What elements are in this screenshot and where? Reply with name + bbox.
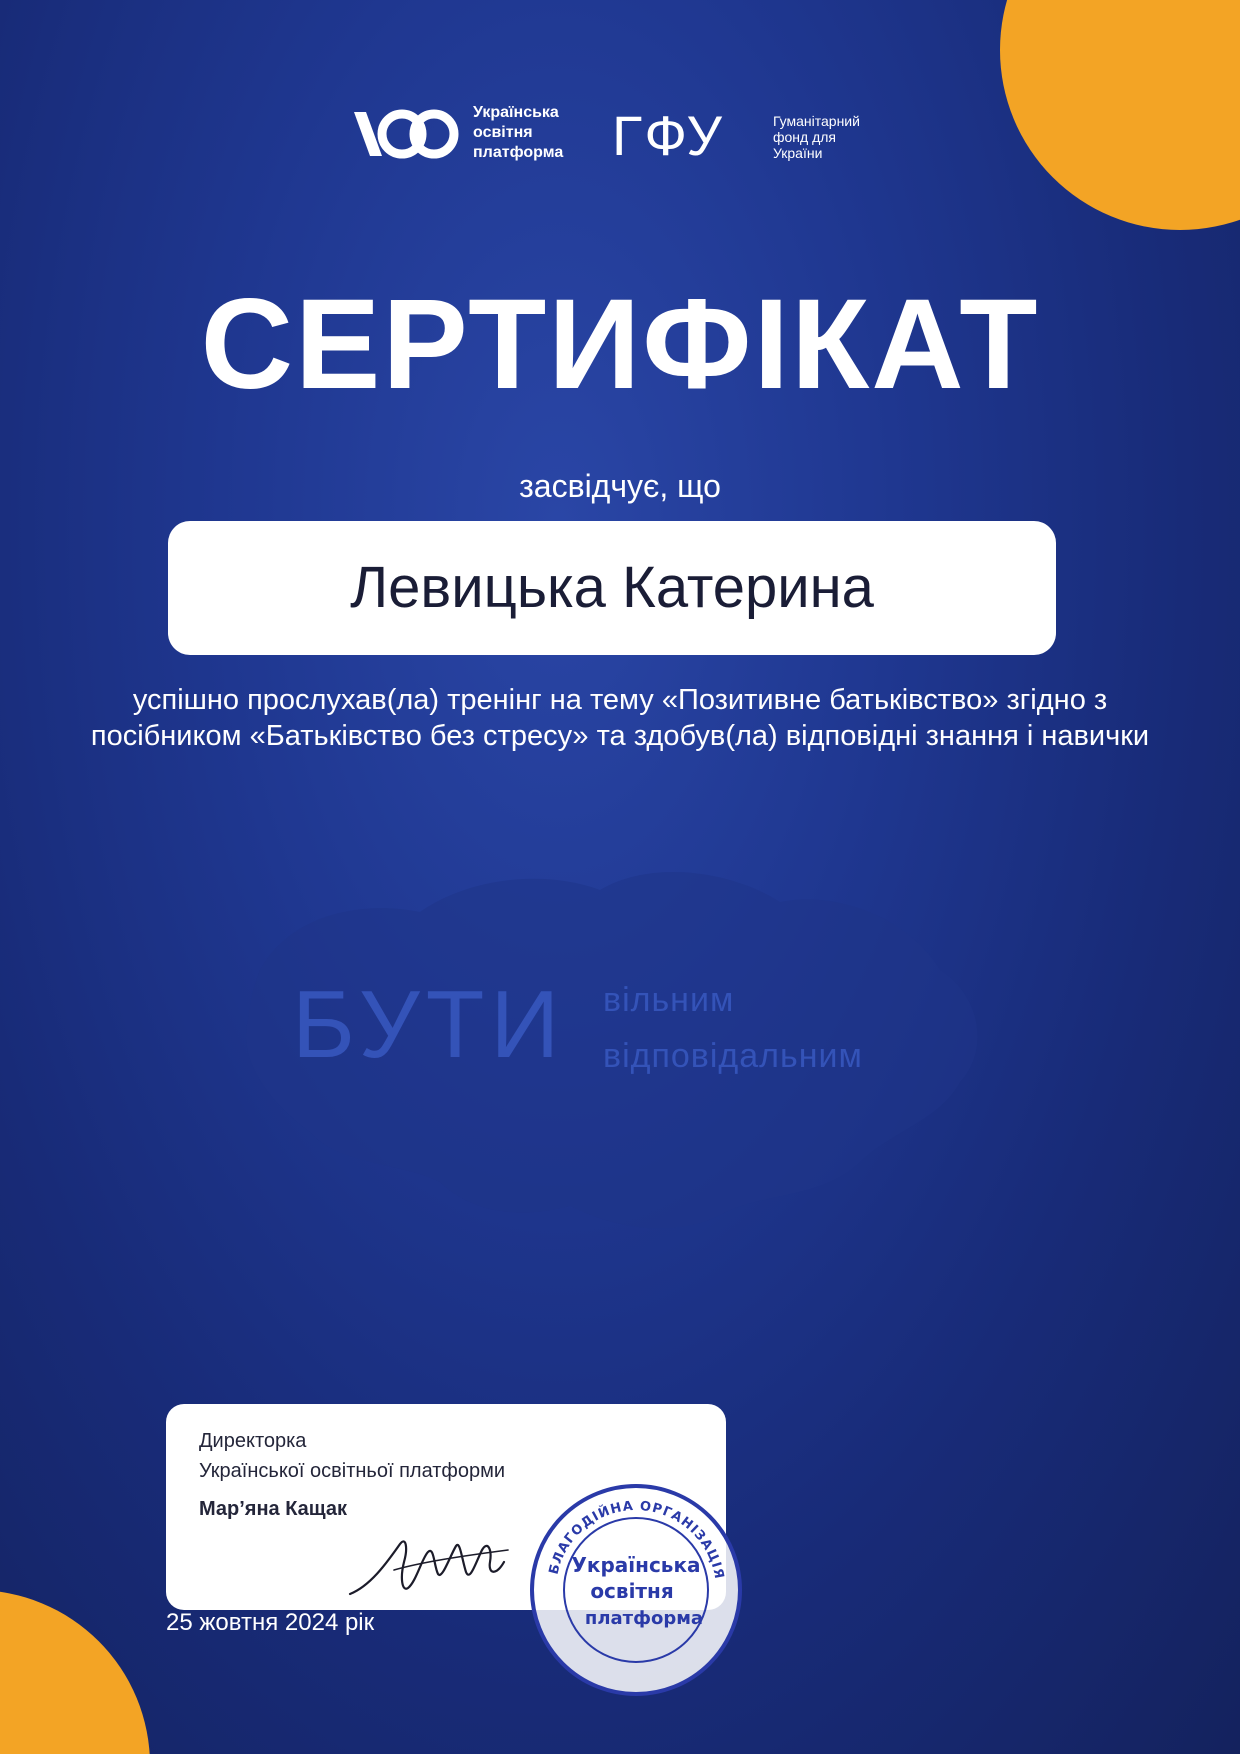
- recipient-name-box: [168, 521, 1056, 655]
- stamp-outer-text: БЛАГОДІЙНА ОРГАНІЗАЦІЯ: [546, 1498, 727, 1581]
- stamp-line-1: Українська: [571, 1553, 701, 1577]
- certificate-date: 25 жовтня 2024 рік: [166, 1609, 375, 1636]
- certificate-body-text: успішно прослухав(ла) тренінг на тему «Позитивне батьківство» згідно з посібником «Батьківство без стресу» та здобув(ла) відповідні знання і навички: [90, 684, 1150, 752]
- decorative-circle-bottom-left: [0, 1590, 150, 1754]
- signer-role-line-2: Української освітньої платформи: [199, 1460, 506, 1482]
- certifies-text: засвідчує, що: [519, 468, 721, 504]
- signer-role-line-1: Директорка: [199, 1430, 307, 1452]
- uop-logo-icon: [350, 104, 460, 164]
- decorative-circle-top-right: [1000, 0, 1240, 230]
- handwritten-signature: [342, 1522, 522, 1602]
- uop-logo-text: Українська освітня платформа: [473, 104, 564, 161]
- stamp-line-3: платформа: [584, 1608, 704, 1629]
- motto-line-2: відповідальним: [603, 1037, 863, 1075]
- organization-stamp: [526, 1480, 746, 1700]
- gfu-logo-mark: ГФУ: [612, 104, 724, 167]
- motto-line-1: вільним: [603, 981, 735, 1019]
- motto-main-word: БУТИ: [292, 971, 566, 1078]
- stamp-line-2: освітня: [590, 1579, 674, 1603]
- recipient-name: Левицька Катерина: [350, 555, 874, 620]
- signer-name: Мар’яна Кащак: [199, 1498, 348, 1520]
- certificate-title: СЕРТИФІКАТ: [200, 273, 1040, 416]
- gfu-logo-text: Гуманітарний фонд для України: [773, 113, 860, 161]
